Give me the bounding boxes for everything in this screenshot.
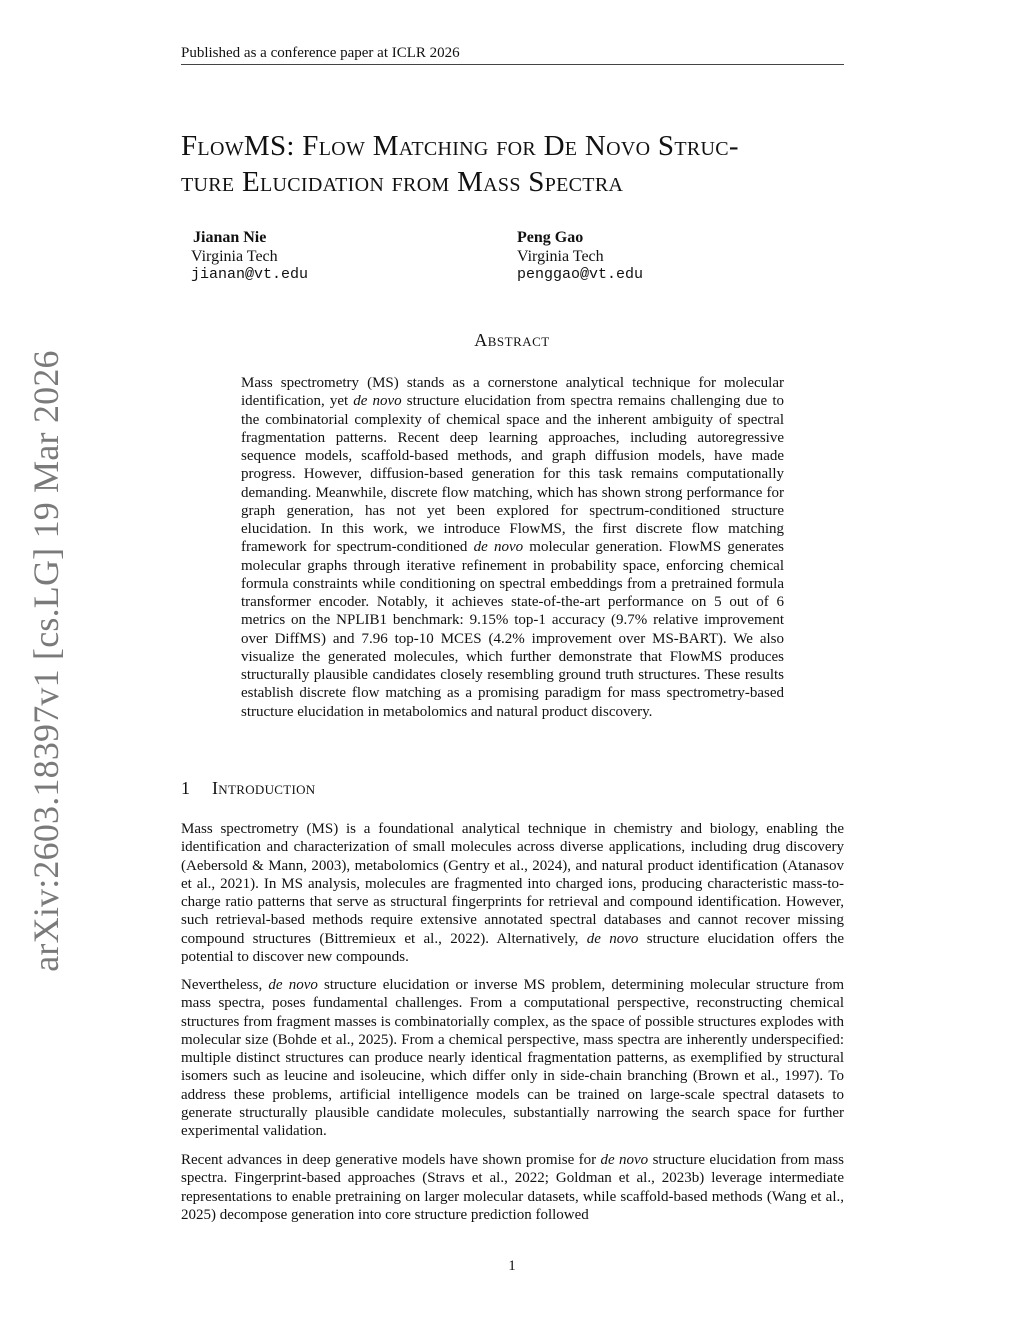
author-email[interactable]: penggao@vt.edu [517, 266, 644, 283]
author-name: Peng Gao [517, 229, 584, 246]
author-2 [517, 229, 643, 285]
author-affiliation: Virginia Tech [517, 247, 604, 265]
section-heading-introduction [181, 778, 844, 799]
intro-paragraph-1: Mass spectrometry (MS) is a foundational analytical technique in chemistry and biology, enabling the identification and characterization of small molecules across diverse applications, including drug discovery (Aebersold & Mann, 2003), metabolomics (Gentry et al., 2024), and natural product identification (Atanasov et al., 2021). In MS analysis, molecules are fragmented into charged ions, producing characteristic mass-to-charge ratio patterns that serve as structural fingerprints for retrieval and compound identification. However, such retrieval-based methods require extensive annotated spectral databases and cannot recover missing compound structures (Bittremieux et al., 2022). Alternatively, de novo structure elucidation offers the potential to discover new compounds. [181, 821, 844, 965]
page-number: 1 [508, 1258, 516, 1274]
section-number: 1 [181, 778, 191, 798]
author-1 [193, 229, 308, 285]
author-email[interactable]: jianan@vt.edu [191, 266, 309, 283]
title-line-1: FlowMS: Flow Matching for De Novo Struc- [181, 130, 739, 162]
abstract-text: Mass spectrometry (MS) stands as a cornerstone analytical technique for molecular identification, yet de novo structure elucidation from spectra remains challenging due to the combinatorial complexity of chemical space and the inherent ambiguity of spectral fragmentation patterns. Recent deep learning approaches, including autoregressive sequence models, scaffold-based methods, and graph diffusion models, have made progress. However, diffusion-based generation for this task remains computationally demanding. Meanwhile, discrete flow matching, which has shown strong performance for graph generation, has not yet been explored for spectrum-conditioned structure elucidation. In this work, we introduce FlowMS, the first discrete flow matching framework for spectrum-conditioned de novo molecular generation. FlowMS generates molecular graphs through iterative refinement in probability space, enforcing chemical formula constraints while conditioning on spectral embeddings from a pretrained formula transformer encoder. Notably, it achieves state-of-the-art performance on 5 out of 6 metrics on the NPLIB1 benchmark: 9.15% top-1 accuracy (9.7% relative improvement over DiffMS) and 7.96 top-10 MCES (4.2% improvement over MS-BART). We also visualize the generated molecules, which further demonstrate that FlowMS produces structurally plausible candidates closely resembling ground truth structures. These results establish discrete flow matching as a promising paradigm for mass spectrometry-based structure elucidation in metabolomics and natural product discovery. [241, 375, 784, 720]
running-header: Published as a conference paper at ICLR 2026 [181, 45, 460, 61]
arxiv-identifier[interactable]: arXiv:2603.18397v1 [cs.LG] 19 Mar 2026 [26, 350, 66, 972]
title-line-2: ture Elucidation from Mass Spectra [181, 166, 624, 198]
section-title: Introduction [212, 778, 316, 798]
author-affiliation: Virginia Tech [191, 247, 278, 265]
intro-paragraph-3: Recent advances in deep generative models have shown promise for de novo structure elucidation from mass spectra. Fingerprint-based approaches (Stravs et al., 2022; Goldman et al., 2023b) leverage intermediate representations to enable pretraining on larger molecular datasets, while scaffold-based methods (Wang et al., 2025) decompose generation into core structure prediction followed [181, 1152, 844, 1223]
header-rule [181, 64, 844, 65]
abstract-heading: Abstract [474, 330, 550, 350]
author-name: Jianan Nie [193, 229, 267, 246]
intro-paragraph-2: Nevertheless, de novo structure elucidation or inverse MS problem, determining molecular structure from mass spectra, poses fundamental challenges. From a computational perspective, reconstructing chemical structures from fragment masses is combinatorially complex, as the space of possible structures explodes with molecular size (Bohde et al., 2025). From a chemical perspective, mass spectra are inherently underspecified: multiple distinct structures can produce nearly identical fragmentation patterns, as exemplified by structural isomers such as leucine and isoleucine, which differ only in side-chain branching (Brown et al., 1997). To address these problems, artificial intelligence models can be trained on large-scale spectral datasets to generate structurally plausible candidate molecules, substantially narrowing the search space for further experimental validation. [181, 977, 844, 1139]
paper-title [181, 128, 861, 200]
